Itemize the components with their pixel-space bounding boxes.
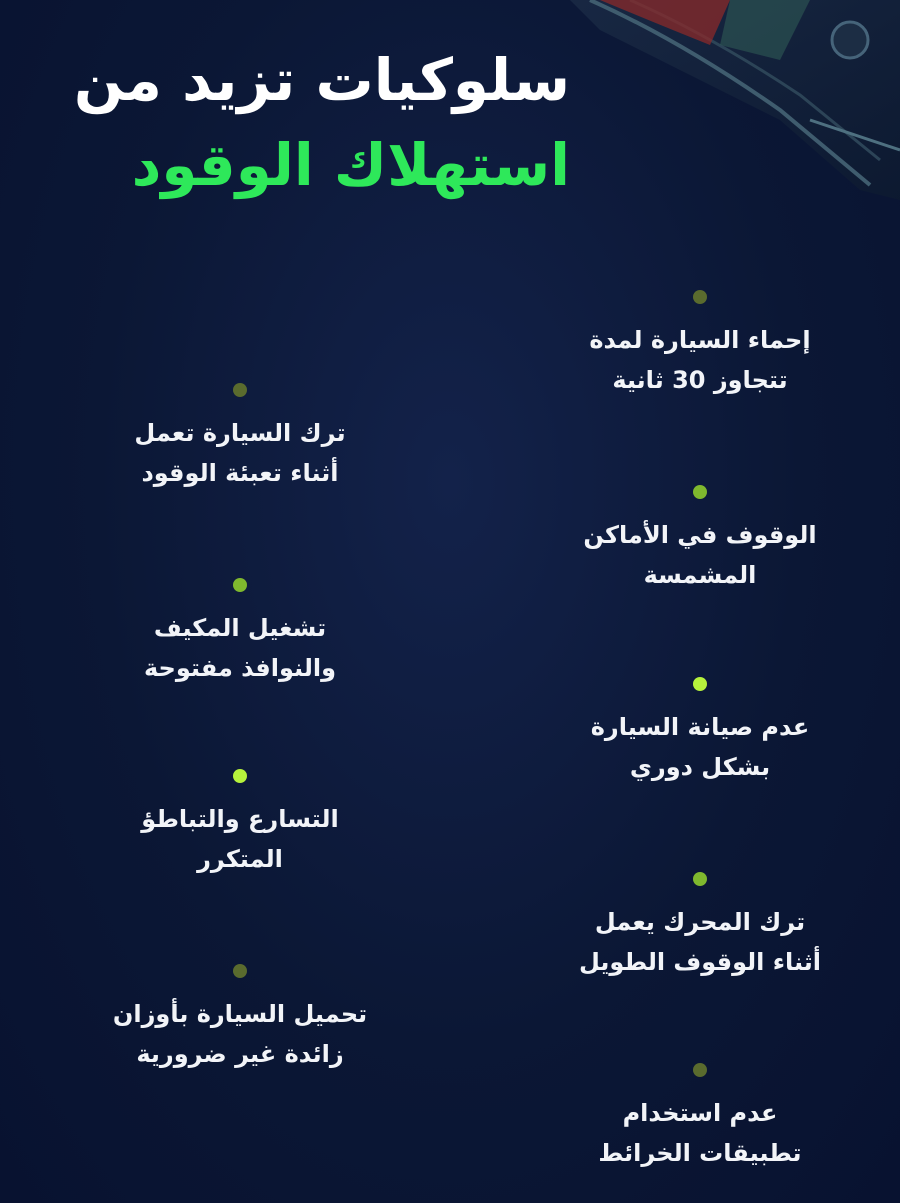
behavior-text: عدم صيانة السيارة بشكل دوري (590, 713, 810, 781)
behavior-item-2 (560, 485, 840, 595)
bullet-dot (233, 578, 247, 592)
behavior-text: تحميل السيارة بأوزان زائدة غير ضرورية (112, 1000, 368, 1068)
behavior-item-3 (560, 677, 840, 787)
behavior-text: الوقوف في الأماكن المشمسة (583, 521, 817, 589)
behavior-item-4 (560, 872, 840, 982)
behavior-text: تشغيل المكيف والنوافذ مفتوحة (144, 614, 336, 682)
behavior-text: ترك السيارة تعمل أثناء تعبئة الوقود (134, 419, 346, 487)
behavior-text: إحماء السيارة لمدة تتجاوز 30 ثانية (589, 326, 811, 394)
title-line-2: استهلاك الوقود (131, 131, 570, 199)
bullet-dot (693, 485, 707, 499)
behavior-item-8 (90, 769, 390, 879)
behavior-text: التسارع والتباطؤ المتكرر (141, 805, 339, 873)
bullet-dot (233, 769, 247, 783)
bullet-dot (233, 964, 247, 978)
behavior-item-5 (560, 1063, 840, 1173)
behavior-text: ترك المحرك يعمل أثناء الوقوف الطويل (578, 908, 822, 976)
bullet-dot (693, 872, 707, 886)
behavior-item-7 (90, 578, 390, 688)
bullet-dot (693, 290, 707, 304)
bullet-dot (693, 677, 707, 691)
bullet-dot (693, 1063, 707, 1077)
behavior-item-9 (90, 964, 390, 1074)
bullet-dot (233, 383, 247, 397)
title-line-1: سلوكيات تزيد من (73, 46, 570, 114)
behavior-item-1 (560, 290, 840, 400)
behavior-text: عدم استخدام تطبيقات الخرائط (598, 1099, 802, 1167)
behavior-item-6 (90, 383, 390, 493)
